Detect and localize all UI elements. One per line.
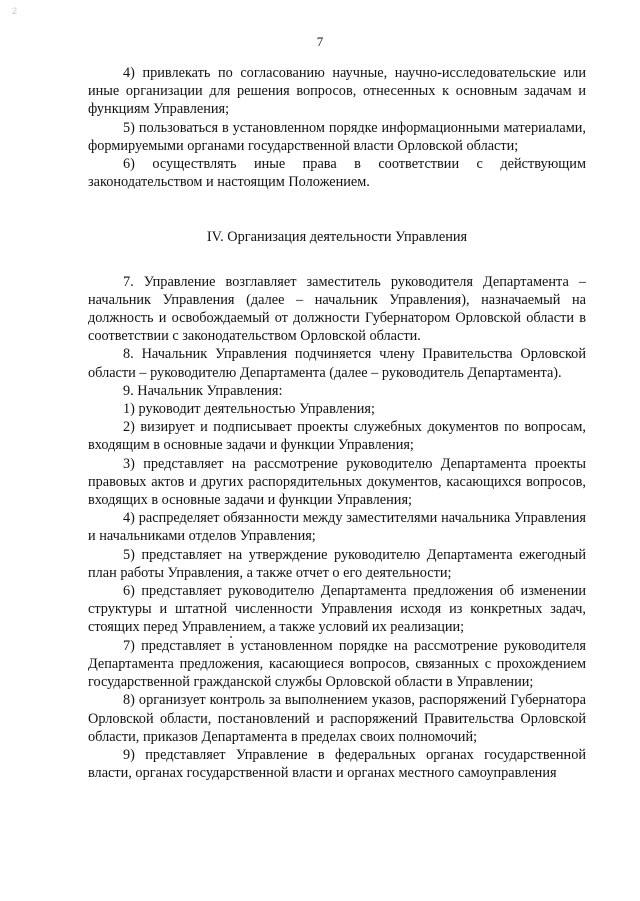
- paragraph-subitem-8: 8) организует контроль за выполнением указов, распоряжений Губернатора Орловской области, постановлений и распоряжений Правительства Орловской области, приказов Департамента в пределах своих полномочий;: [88, 692, 586, 745]
- paragraph-rights-4: 4) привлекать по согласованию научные, научно-исследовательские или иные организации для решения вопросов, отнесенных к основным задачам и функциям Управления;: [88, 65, 586, 118]
- scan-dot: [230, 636, 232, 638]
- paragraph-rights-6: 6) осуществлять иные права в соответствии с действующим законодательством и настоящим Положением.: [88, 156, 586, 191]
- section-heading: IV. Организация деятельности Управления: [206, 229, 468, 246]
- page-number: 7: [316, 34, 324, 49]
- document-body: [88, 64, 586, 782]
- paragraph-item-8: 8. Начальник Управления подчиняется члену Правительства Орловской области – руководителю Департамента (далее – руководитель Департамента).: [88, 346, 586, 381]
- paragraph-subitem-5: 5) представляет на утверждение руководителю Департамента ежегодный план работы Управления, а также отчет о его деятельности;: [88, 546, 586, 581]
- paragraph-subitem-4: 4) распределяет обязанности между заместителями начальника Управления и начальниками отделов Управления;: [88, 510, 586, 545]
- corner-mark: 2: [12, 6, 18, 16]
- paragraph-item-9: 9. Начальник Управления:: [123, 382, 283, 399]
- paragraph-subitem-2: 2) визирует и подписывает проекты служебных документов по вопросам, входящим в основные задачи и функции Управления;: [88, 419, 586, 454]
- paragraph-subitem-3: 3) представляет на рассмотрение руководителю Департамента проекты правовых актов и других распорядительных документов, касающихся вопросов, входящих в основные задачи и функции Управления;: [88, 455, 586, 509]
- paragraph-subitem-9: 9) представляет Управление в федеральных органах государственной власти, органах государственной власти и органах местного самоуправления: [88, 746, 586, 782]
- paragraph-rights-5: 5) пользоваться в установленном порядке информационными материалами, формируемыми органами государственной власти Орловской области;: [88, 119, 586, 154]
- paragraph-subitem-6: 6) представляет руководителю Департамента предложения об изменении структуры и штатной численности Управления исходя из конкретных задач, стоящих перед Управлением, а также условий их реализации;: [88, 583, 586, 636]
- paragraph-item-7: 7. Управление возглавляет заместитель руководителя Департамента – начальник Управления (далее – начальник Управления), назначаемый на должность и освобождаемый от должности Губернатором Орловской области в соответствии с законодательством Орловской области.: [88, 273, 586, 345]
- paragraph-subitem-1: 1) руководит деятельностью Управления;: [123, 401, 375, 418]
- paragraph-subitem-7: 7) представляет в установленном порядке на рассмотрение руководителя Департамента предложения, касающиеся вопросов, связанных с прохождением государственной гражданской службы Орловской области в Управлении;: [88, 637, 586, 691]
